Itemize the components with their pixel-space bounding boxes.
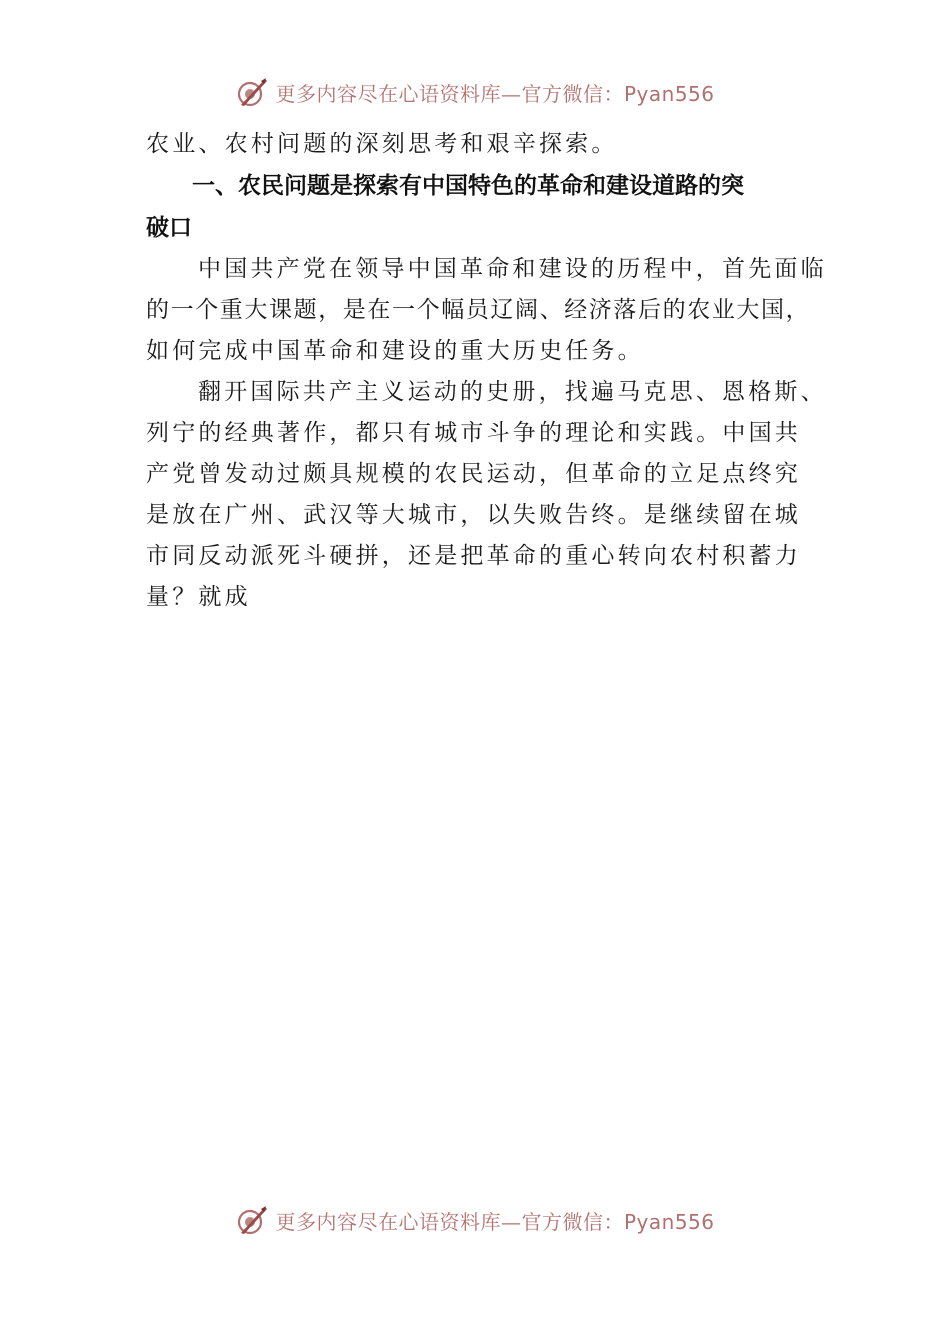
paragraph-1-line-1: 中国共产党在领导中国革命和建设的历程中，首先面临 xyxy=(198,256,827,282)
paragraph-2-line-2: 列宁的经典著作，都只有城市斗争的理论和实践。中国共 xyxy=(146,420,801,446)
paragraph-2-line-3: 产党曾发动过颇具规模的农民运动，但革命的立足点终究 xyxy=(146,461,801,487)
paragraph-1-line-2: 的一个重大课题，是在一个幅员辽阔、经济落后的农业大国， xyxy=(146,297,811,323)
watermark-text xyxy=(275,1206,714,1235)
document-body xyxy=(146,124,826,618)
quill-pen-seal-icon xyxy=(235,1203,269,1237)
paragraph-2-line-4: 是放在广州、武汉等大城市，以失败告终。是继续留在城 xyxy=(146,502,801,528)
section-heading-line-1: 一、农民问题是探索有中国特色的革命和建设道路的突 xyxy=(192,173,744,199)
paragraph-2-line-6: 量？就成 xyxy=(146,584,251,610)
watermark-separator-text: —官方微信： xyxy=(500,1209,624,1234)
watermark-text xyxy=(275,78,714,107)
watermark-main-text: 更多内容尽在心语资料库 xyxy=(275,1209,501,1234)
section-heading-line-2: 破口 xyxy=(146,215,192,241)
watermark-wechat-id: Pyan556 xyxy=(623,81,715,106)
paragraph-2-line-1: 翻开国际共产主义运动的史册，找遍马克思、恩格斯、 xyxy=(198,379,827,405)
watermark-separator-text: —官方微信： xyxy=(500,81,624,106)
watermark-wechat-id: Pyan556 xyxy=(623,1209,715,1234)
paragraph-1-line-3: 如何完成中国革命和建设的重大历史任务。 xyxy=(146,338,644,364)
watermark-header xyxy=(0,72,950,112)
watermark-main-text: 更多内容尽在心语资料库 xyxy=(275,81,501,106)
watermark-footer xyxy=(0,1200,950,1240)
intro-line: 农业、农村问题的深刻思考和艰辛探索。 xyxy=(146,131,618,157)
paragraph-2-line-5: 市同反动派死斗硬拼，还是把革命的重心转向农村积蓄力 xyxy=(146,543,801,569)
quill-pen-seal-icon xyxy=(235,75,269,109)
